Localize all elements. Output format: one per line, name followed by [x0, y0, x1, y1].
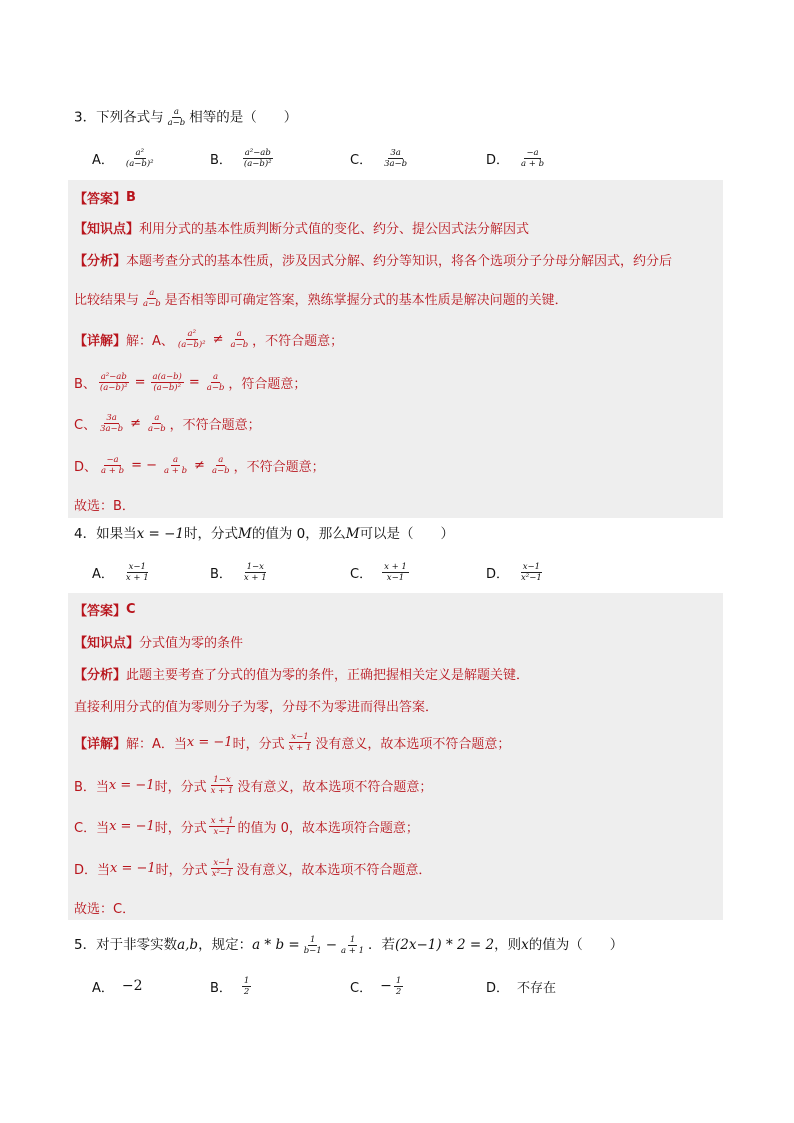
- analysis-tag: 【分析】: [74, 667, 127, 683]
- detail-prefix: C．当: [74, 820, 110, 836]
- q4-stem-post: 可以是（ ）: [359, 526, 455, 542]
- option-label: A．: [92, 566, 114, 582]
- frac-num: a: [172, 454, 179, 465]
- option-label: B．: [210, 152, 232, 168]
- detail-prefix: D、: [74, 459, 98, 475]
- frac: [176, 329, 208, 350]
- detail-when: 时，分式: [155, 862, 208, 878]
- frac-num: a²: [187, 328, 196, 339]
- q4-detail-a: [74, 727, 510, 757]
- q3-stem: [74, 107, 297, 128]
- q4-option-a[interactable]: [92, 557, 153, 587]
- frac-num: 1: [243, 975, 250, 986]
- q5-stem-3: ．若: [368, 937, 396, 953]
- detail-suffix: ，符合题意；: [228, 376, 307, 392]
- q3-options: [92, 143, 652, 173]
- q4-stem-mid: 时，分式: [184, 526, 239, 542]
- detail-prefix: B、: [74, 376, 96, 392]
- q5-option-b[interactable]: [210, 971, 253, 1001]
- detail-suffix: 没有意义，故本选项不符合题意．: [236, 862, 432, 878]
- option-fraction: [242, 148, 274, 169]
- frac-num: x + 1: [210, 815, 234, 826]
- frac-num: 1: [395, 975, 402, 986]
- frac-num: a: [154, 412, 160, 423]
- q4-answer: C: [126, 601, 136, 617]
- frac-num: x−1: [128, 561, 146, 572]
- option-fraction: [519, 148, 546, 169]
- q4-detail-c: [74, 811, 419, 841]
- frac-den: x−1: [213, 826, 231, 837]
- frac-den: x + 1: [210, 785, 234, 796]
- not-equal-sign: ≠: [212, 331, 224, 347]
- q4-analysis-row-1: [74, 662, 529, 684]
- q4-stem-pre: 如果当: [96, 526, 137, 542]
- frac-num: x−1: [291, 731, 309, 742]
- frac-num: a²−ab: [100, 371, 127, 382]
- q3-option-c[interactable]: [350, 143, 411, 173]
- condition: x = −1: [110, 860, 156, 876]
- option-label: A．: [92, 980, 114, 996]
- frac-den: a−b: [143, 298, 161, 309]
- frac-den: 2: [243, 986, 250, 997]
- answer-tag: 【答案】: [74, 603, 127, 619]
- frac-den: a + 1: [341, 945, 365, 956]
- detail-tag: 【详解】: [74, 736, 127, 752]
- frac: [151, 372, 184, 393]
- frac-den: 2: [395, 986, 402, 997]
- frac-num: a²−ab: [244, 147, 271, 158]
- q3-choose-text: 故选：B．: [74, 498, 135, 514]
- frac: [210, 858, 235, 879]
- not-equal-sign: ≠: [194, 457, 205, 473]
- minus-sign: −: [325, 937, 338, 953]
- option-fraction: [519, 562, 544, 583]
- frac: [210, 455, 232, 476]
- q3-answer: B: [126, 189, 136, 205]
- q3-stem-pre: 下列各式与: [96, 109, 164, 126]
- option-label: C．: [350, 566, 373, 582]
- condition: x = −1: [186, 734, 233, 750]
- detail-prefix: B．当: [74, 779, 109, 795]
- frac-num: −a: [526, 147, 539, 158]
- frac-den: x²−1: [211, 868, 233, 879]
- q4-option-b[interactable]: [210, 557, 271, 587]
- q3-knowledge-row: [74, 216, 529, 238]
- detail-suffix: 没有意义，故本选项不符合题意；: [315, 736, 511, 752]
- q3-number: 3．: [74, 109, 97, 126]
- q3-choose: [74, 493, 135, 515]
- frac-den: 3a−b: [384, 158, 408, 169]
- q4-stem: [74, 524, 454, 544]
- q4-options: [92, 557, 652, 587]
- detail-suffix: 没有意义，故本选项不符合题意；: [237, 779, 433, 795]
- q5-option-c[interactable]: [350, 971, 405, 1001]
- q4-analysis-row-2: [74, 694, 438, 716]
- detail-when: 时，分式: [232, 736, 285, 752]
- knowledge-tag: 【知识点】: [74, 221, 140, 237]
- q3-detail-a: [74, 324, 343, 354]
- q5-stem-2: ，规定：: [198, 937, 253, 953]
- q4-condition: x = −1: [136, 526, 185, 542]
- q4-option-d[interactable]: [486, 557, 546, 587]
- frac-den: x + 1: [288, 742, 312, 753]
- frac-num: a: [218, 454, 224, 465]
- frac-den: a + b: [101, 465, 125, 476]
- q4-knowledge: 分式值为零的条件: [139, 635, 244, 651]
- frac: [98, 413, 125, 434]
- option-fraction: [242, 562, 269, 583]
- option-sign: −: [380, 978, 392, 994]
- q3-stem-fraction: [166, 107, 188, 128]
- q5-frac-1: [302, 935, 324, 956]
- option-value: −2: [121, 978, 143, 994]
- frac: [98, 372, 130, 393]
- frac-den: (a−b)²: [153, 382, 181, 393]
- not-equal-sign: ≠: [130, 415, 142, 431]
- frac-num: x + 1: [384, 561, 407, 572]
- frac-den: x + 1: [125, 572, 149, 583]
- option-fraction: [382, 148, 409, 169]
- q4-option-c[interactable]: [350, 557, 411, 587]
- option-label: A．: [92, 152, 114, 168]
- frac: [287, 732, 314, 753]
- option-fraction: [382, 562, 409, 583]
- frac-den: a + b: [521, 158, 545, 169]
- frac: [146, 413, 168, 434]
- q4-answer-row: [74, 598, 136, 620]
- frac-den: a−b: [206, 382, 225, 393]
- frac-num: x−1: [213, 857, 231, 868]
- option-fraction: [242, 976, 251, 997]
- q5-frac-2: [339, 935, 366, 956]
- q3-analysis-1: 本题考查分式的基本性质，涉及因式分解、约分等知识，将各个选项分子分母分解因式，约分后: [126, 253, 673, 269]
- frac-den: x−1: [386, 572, 405, 583]
- detail-suffix: ，不符合题意；: [252, 333, 344, 349]
- frac-den: (a−b)²: [243, 158, 272, 169]
- q4-analysis-2: 直接利用分式的值为零则分子为零，分母不为零进而得出答案．: [74, 699, 439, 715]
- q5-stem: [74, 932, 623, 958]
- answer-tag: 【答案】: [74, 191, 127, 207]
- frac: [229, 329, 251, 350]
- frac-num: 1: [310, 934, 316, 945]
- frac-den: (a−b)²: [177, 339, 206, 350]
- q3-analysis-2-post: 是否相等即可确定答案，熟练掌握分式的基本性质是解决问题的关键．: [164, 292, 568, 308]
- frac-den: 3a−b: [100, 423, 124, 434]
- detail-prefix: D．当: [74, 862, 111, 878]
- option-label: D．: [486, 152, 510, 168]
- q5-option-a[interactable]: [92, 971, 143, 1001]
- q5-stem-1: 对于非零实数: [96, 937, 178, 953]
- detail-prefix: 解：A．当: [126, 736, 187, 752]
- q5-equation: (2x−1) * 2 = 2: [395, 937, 495, 953]
- option-label: B．: [210, 980, 232, 996]
- option-label: C．: [350, 980, 373, 996]
- option-label: D．: [486, 980, 510, 996]
- q4-detail-b: [74, 770, 432, 800]
- equal-sign: =: [188, 374, 200, 390]
- q3-stem-post: 相等的是（ ）: [189, 109, 298, 126]
- detail-suffix: 的值为 0，故本选项符合题意；: [237, 820, 419, 836]
- q5-ab: a,b: [177, 937, 199, 953]
- option-fraction: [124, 562, 151, 583]
- q3-detail-b: [74, 367, 306, 397]
- frac-den: x²−1: [521, 572, 542, 583]
- option-label: D．: [486, 566, 510, 582]
- q5-stem-5: 的值为（ ）: [528, 937, 624, 953]
- frac-num: 1−x: [246, 561, 264, 572]
- q4-stem-mid2: 的值为 0，那么: [251, 526, 346, 542]
- frac-den: x + 1: [243, 572, 267, 583]
- q4-choose-text: 故选：C．: [74, 901, 136, 917]
- q4-analysis-1: 此题主要考查了分式的值为零的条件，正确把握相关定义是解题关键．: [126, 667, 530, 683]
- detail-suffix: ，不符合题意；: [233, 459, 325, 475]
- q3-analysis-row-1: [74, 248, 672, 270]
- q4-choose: [74, 896, 135, 918]
- frac: [162, 455, 189, 476]
- detail-prefix: 解：A、: [126, 333, 174, 349]
- option-label: B．: [210, 566, 232, 582]
- frac-num: 1: [349, 934, 356, 945]
- frac: [209, 775, 236, 796]
- detail-when: 时，分式: [154, 820, 207, 836]
- option-fraction: [394, 976, 403, 997]
- q4-M: M: [238, 526, 252, 542]
- frac-den: a + b: [163, 465, 188, 476]
- frac-num: a(a−b): [152, 371, 182, 382]
- q5-x: x: [521, 937, 529, 953]
- q3-analysis-row-2: [74, 286, 568, 310]
- frac-den: (a−b)²: [99, 382, 128, 393]
- q3-analysis-fraction: [141, 288, 163, 309]
- analysis-tag: 【分析】: [74, 253, 127, 269]
- q3-option-a[interactable]: [92, 143, 158, 173]
- q3-option-b[interactable]: [210, 143, 276, 173]
- q5-stem-4: ，则: [494, 937, 522, 953]
- frac: [209, 816, 236, 837]
- q5-definition: a * b =: [252, 937, 300, 953]
- frac-num: x−1: [522, 561, 541, 572]
- option-fraction: [124, 148, 156, 169]
- frac-den: (a−b)²: [125, 158, 154, 169]
- q3-detail-c: [74, 408, 261, 438]
- equal-sign: =: [134, 374, 146, 390]
- frac-num: a²: [135, 147, 144, 158]
- q3-analysis-2-pre: 比较结果与: [74, 292, 140, 308]
- q5-options: [92, 971, 652, 1001]
- q4-M: M: [345, 526, 360, 542]
- q3-knowledge: 利用分式的基本性质判断分式值的变化、约分、提公因式法分解因式: [139, 221, 530, 237]
- option-value: 不存在: [517, 980, 557, 996]
- q4-number: 4．: [74, 526, 97, 542]
- detail-suffix: ，不符合题意；: [169, 417, 261, 433]
- q5-number: 5．: [74, 937, 97, 953]
- frac-num: 1−x: [213, 774, 231, 785]
- q3-stem-frac-num: a: [173, 107, 179, 117]
- frac: [99, 455, 126, 476]
- frac-den: a−b: [230, 339, 249, 350]
- detail-when: 时，分式: [154, 779, 207, 795]
- q5-option-d[interactable]: [486, 971, 556, 1001]
- frac-den: a−b: [211, 465, 230, 476]
- frac-num: 3a: [390, 147, 401, 158]
- frac: [205, 372, 227, 393]
- frac-num: a: [236, 328, 242, 339]
- knowledge-tag: 【知识点】: [74, 635, 140, 651]
- q3-answer-row: [74, 186, 136, 208]
- q4-knowledge-row: [74, 630, 243, 652]
- q4-detail-d: [74, 853, 431, 883]
- condition: x = −1: [109, 818, 155, 834]
- q3-stem-frac-den: a−b: [167, 118, 186, 128]
- frac-num: a: [149, 287, 155, 298]
- detail-tag: 【详解】: [74, 333, 127, 349]
- detail-prefix: C、: [74, 417, 97, 433]
- frac-num: 3a: [106, 412, 117, 423]
- frac-den: a−b: [148, 423, 166, 434]
- condition: x = −1: [108, 777, 155, 793]
- frac-num: a: [213, 371, 219, 382]
- equal-sign: = −: [131, 457, 157, 473]
- option-label: C．: [350, 152, 373, 168]
- frac-den: b−1: [303, 945, 322, 956]
- q3-detail-d: [74, 450, 325, 480]
- q3-option-d[interactable]: [486, 143, 548, 173]
- frac-num: −a: [106, 454, 119, 465]
